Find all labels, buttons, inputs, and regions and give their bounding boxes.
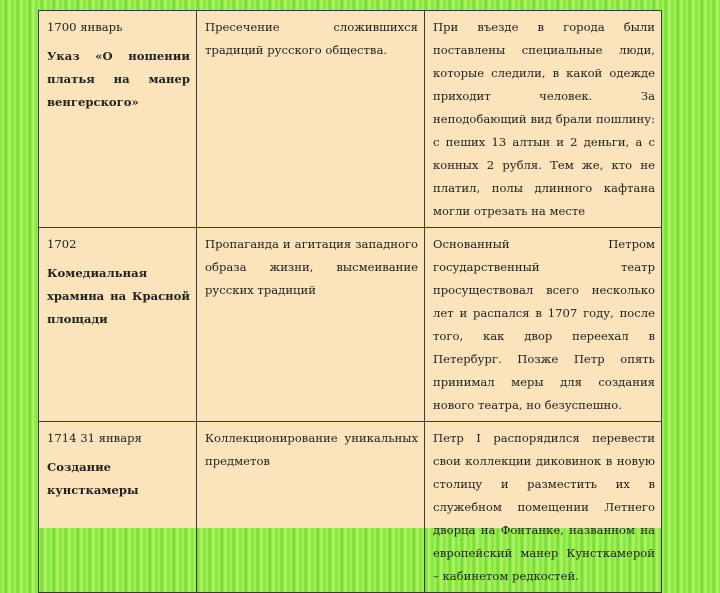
document-page [38, 10, 662, 583]
event-date: 1702 [47, 237, 77, 251]
event-cell [39, 11, 197, 228]
event-cell [39, 228, 197, 422]
event-title: Комедиальная храмина на Красной площади [47, 266, 190, 326]
event-title: Создание кунсткамеры [47, 460, 139, 497]
table-row [39, 228, 662, 422]
table-row [39, 11, 662, 228]
event-cell [39, 422, 197, 593]
event-date: 1714 31 января [47, 431, 142, 445]
event-date: 1700 январь [47, 20, 123, 34]
table-row [39, 422, 662, 593]
goal-cell: Пропаганда и агитация западного образа жизни, высмеивание русских традиций [197, 228, 425, 422]
details-cell: При въезде в города были поставлены специальные люди, которые следили, в какой одежде приходит человек. За неподобающий вид брали пошлину: с пеших 13 алтын и 2 деньги, а с конных 2 рубля. Тем же, кто не платил, полы длинного кафтана могли отрезать на месте [425, 11, 662, 228]
details-cell: Петр I распорядился перевести свои коллекции диковинок в новую столицу и разместить их в служебном помещении Летнего дворца на Фонтанке, названном на европейский манер Кунсткамерой – кабинетом редкостей. [425, 422, 662, 593]
goal-cell: Коллекционирование уникальных предметов [197, 422, 425, 593]
reforms-table [38, 10, 662, 593]
goal-cell: Пресечение сложившихся традиций русского общества. [197, 11, 425, 228]
details-cell: Основанный Петром государственный театр просуществовал всего несколько лет и распался в 1707 году, после того, как двор переехал в Петербург. Позже Петр опять принимал меры для создания нового театра, но безуспешно. [425, 228, 662, 422]
event-title: Указ «О ношении платья на манер венгерского» [47, 49, 190, 109]
